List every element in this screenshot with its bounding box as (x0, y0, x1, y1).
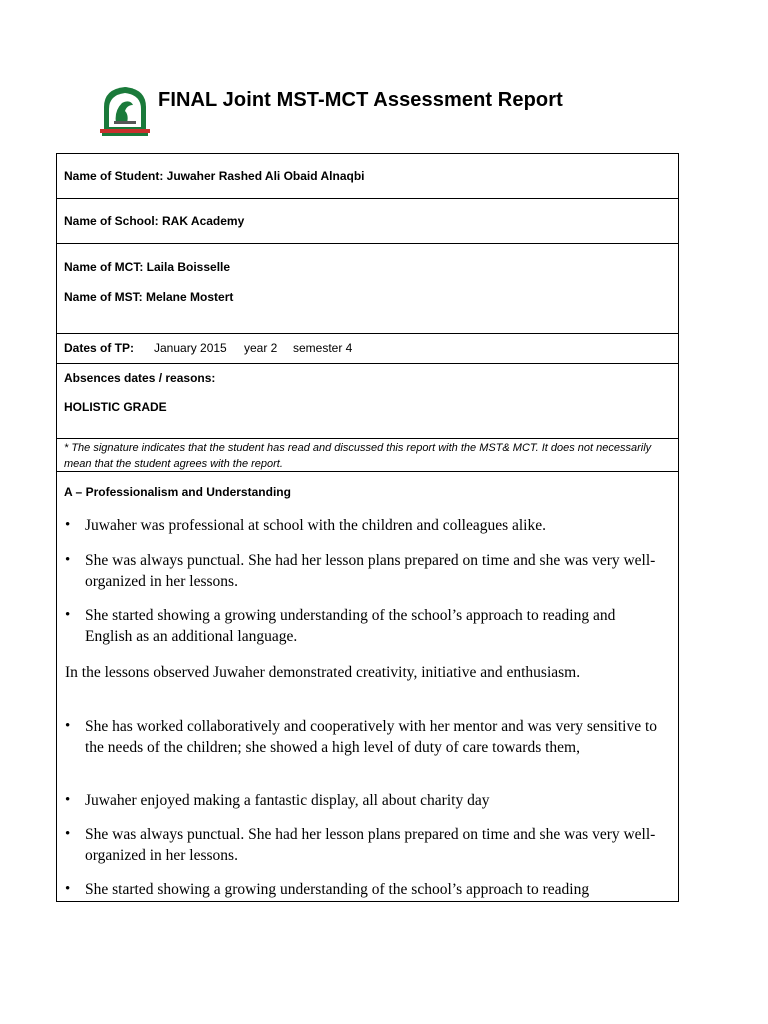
dates-label: Dates of TP: (64, 341, 135, 355)
signature-note-row (57, 439, 678, 472)
bullet-glyph: • (65, 718, 71, 734)
bullet-glyph: • (65, 826, 71, 842)
bullet-glyph: • (65, 792, 71, 808)
dates-year: year 2 (244, 341, 278, 355)
bullet-glyph: • (65, 552, 71, 568)
bullet-glyph: • (65, 607, 71, 623)
student-name: Name of Student: Juwaher Rashed Ali Obaid Alnaqbi (64, 169, 365, 183)
absences-row (57, 364, 678, 439)
holistic-grade-label: HOLISTIC GRADE (64, 400, 167, 414)
report-title: FINAL Joint MST-MCT Assessment Report (158, 89, 563, 111)
section-a-paragraph: In the lessons observed Juwaher demonstrated creativity, initiative and enthusiasm. (65, 664, 581, 681)
bullet-glyph: • (65, 881, 71, 897)
absences-label: Absences dates / reasons: (64, 371, 216, 385)
bullet-text: Juwaher was professional at school with the children and colleagues alike. (85, 517, 546, 534)
bullet-text: She was always punctual. She had her lesson plans prepared on time and she was very well-organized in her lessons. (85, 552, 656, 590)
dates-month: January 2015 (154, 341, 227, 355)
mst-name: Name of MST: Melane Mostert (64, 290, 234, 304)
school-logo (100, 85, 150, 137)
school-name: Name of School: RAK Academy (64, 214, 245, 228)
signature-note: * The signature indicates that the student has read and discussed this report with the MST& MCT. It does not necessarily mean that the student agrees with the report. (64, 442, 652, 470)
bullet-glyph: • (65, 517, 71, 533)
section-a (57, 472, 678, 901)
dates-row (57, 334, 678, 364)
bullet-text: She was always punctual. She had her lesson plans prepared on time and she was very well-organized in her lessons. (85, 826, 656, 864)
student-row (57, 154, 678, 199)
bullet-text: She started showing a growing understanding of the school’s approach to reading and English as an additional language. (85, 607, 616, 645)
school-row (57, 199, 678, 244)
section-a-heading: A – Professionalism and Understanding (64, 485, 291, 499)
assessment-form-table (56, 153, 679, 902)
bullet-text: Juwaher enjoyed making a fantastic display, all about charity day (85, 792, 490, 809)
mentors-row (57, 244, 678, 334)
bullet-text: She has worked collaboratively and cooperatively with her mentor and was very sensitive to the needs of the children; she showed a high level of duty of care towards them, (85, 718, 658, 756)
dates-semester: semester 4 (293, 341, 353, 355)
mct-name: Name of MCT: Laila Boisselle (64, 260, 231, 274)
bullet-text: She started showing a growing understanding of the school’s approach to reading (85, 881, 590, 898)
